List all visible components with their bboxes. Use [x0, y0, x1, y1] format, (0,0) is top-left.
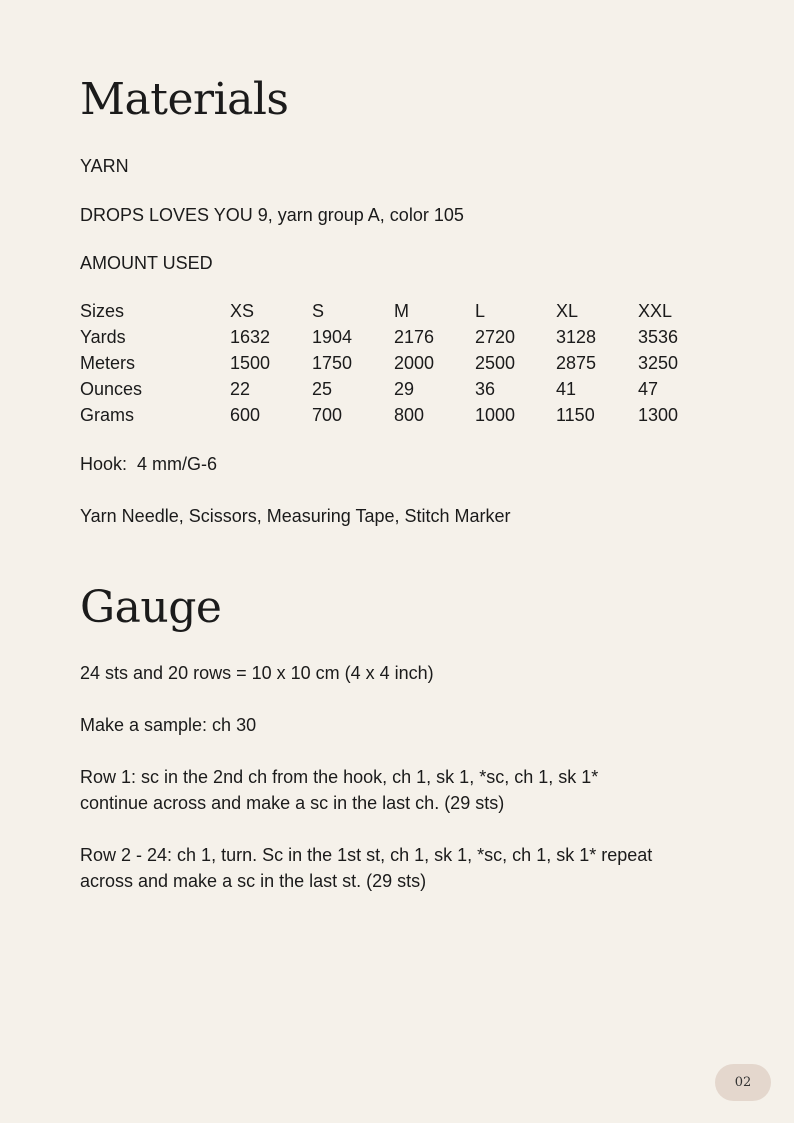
table-cell: 1150 — [556, 405, 595, 425]
table-cell: 2500 — [475, 353, 516, 373]
table-cell: 2875 — [556, 353, 597, 373]
table-row-sizes — [80, 298, 698, 324]
gauge-sample: Make a sample: ch 30 — [80, 715, 257, 735]
table-cell: 800 — [394, 405, 425, 425]
page-number-badge — [715, 1064, 771, 1101]
table-cell: M — [394, 301, 409, 321]
table-cell: XXL — [638, 301, 673, 321]
table-cell: 1632 — [230, 327, 271, 347]
table-row-yards — [80, 324, 698, 350]
gauge-row2-line1: Row 2 - 24: ch 1, turn. Sc in the 1st st, ch 1, sk 1, *sc, ch 1, sk 1* repeat — [80, 845, 653, 865]
gauge-row2-line2: across and make a sc in the last st. (29 sts) — [80, 871, 427, 891]
table-row-grams — [80, 402, 698, 428]
tools-list: Yarn Needle, Scissors, Measuring Tape, Stitch Marker — [80, 506, 511, 526]
table-cell: 29 — [394, 379, 415, 399]
table-cell: 22 — [230, 379, 251, 399]
row-label: Ounces — [80, 379, 143, 399]
gauge-heading: Gauge — [80, 582, 222, 633]
table-cell: 41 — [556, 379, 577, 399]
table-cell: 25 — [312, 379, 333, 399]
gauge-measure: 24 sts and 20 rows = 10 x 10 cm (4 x 4 inch) — [80, 663, 434, 683]
table-cell: 700 — [312, 405, 343, 425]
hook-size: Hook: 4 mm/G-6 — [80, 454, 218, 474]
row-label: Meters — [80, 353, 136, 373]
yarn-description: DROPS LOVES YOU 9, yarn group A, color 105 — [80, 205, 464, 225]
table-cell: L — [475, 301, 486, 321]
table-cell: 36 — [475, 379, 496, 399]
amount-used-label: AMOUNT USED — [80, 253, 213, 273]
table-cell: 2000 — [394, 353, 435, 373]
table-cell: 3536 — [638, 327, 679, 347]
row-label: Grams — [80, 405, 134, 425]
table-cell: XL — [556, 301, 579, 321]
gauge-row1-line2: continue across and make a sc in the last ch. (29 sts) — [80, 793, 505, 813]
gauge-row1-line1: Row 1: sc in the 2nd ch from the hook, ch 1, sk 1, *sc, ch 1, sk 1* — [80, 767, 599, 787]
table-cell: 2720 — [475, 327, 516, 347]
materials-heading: Materials — [80, 74, 289, 125]
table-cell: 3128 — [556, 327, 597, 347]
table-cell: 1904 — [312, 327, 353, 347]
table-cell: 1300 — [638, 405, 679, 425]
table-cell: S — [312, 301, 325, 321]
table-cell: 2176 — [394, 327, 435, 347]
row-label: Sizes — [80, 301, 125, 321]
table-row-meters — [80, 350, 698, 376]
page-number: 02 — [734, 1075, 752, 1090]
amount-table — [80, 298, 698, 428]
table-row-ounces — [80, 376, 698, 402]
table-cell: 3250 — [638, 353, 679, 373]
table-cell: 1000 — [475, 405, 516, 425]
table-cell: 600 — [230, 405, 261, 425]
row-label: Yards — [80, 327, 126, 347]
table-cell: 1500 — [230, 353, 271, 373]
table-cell: XS — [230, 301, 255, 321]
yarn-label: YARN — [80, 156, 129, 176]
table-cell: 47 — [638, 379, 659, 399]
table-cell: 1750 — [312, 353, 353, 373]
